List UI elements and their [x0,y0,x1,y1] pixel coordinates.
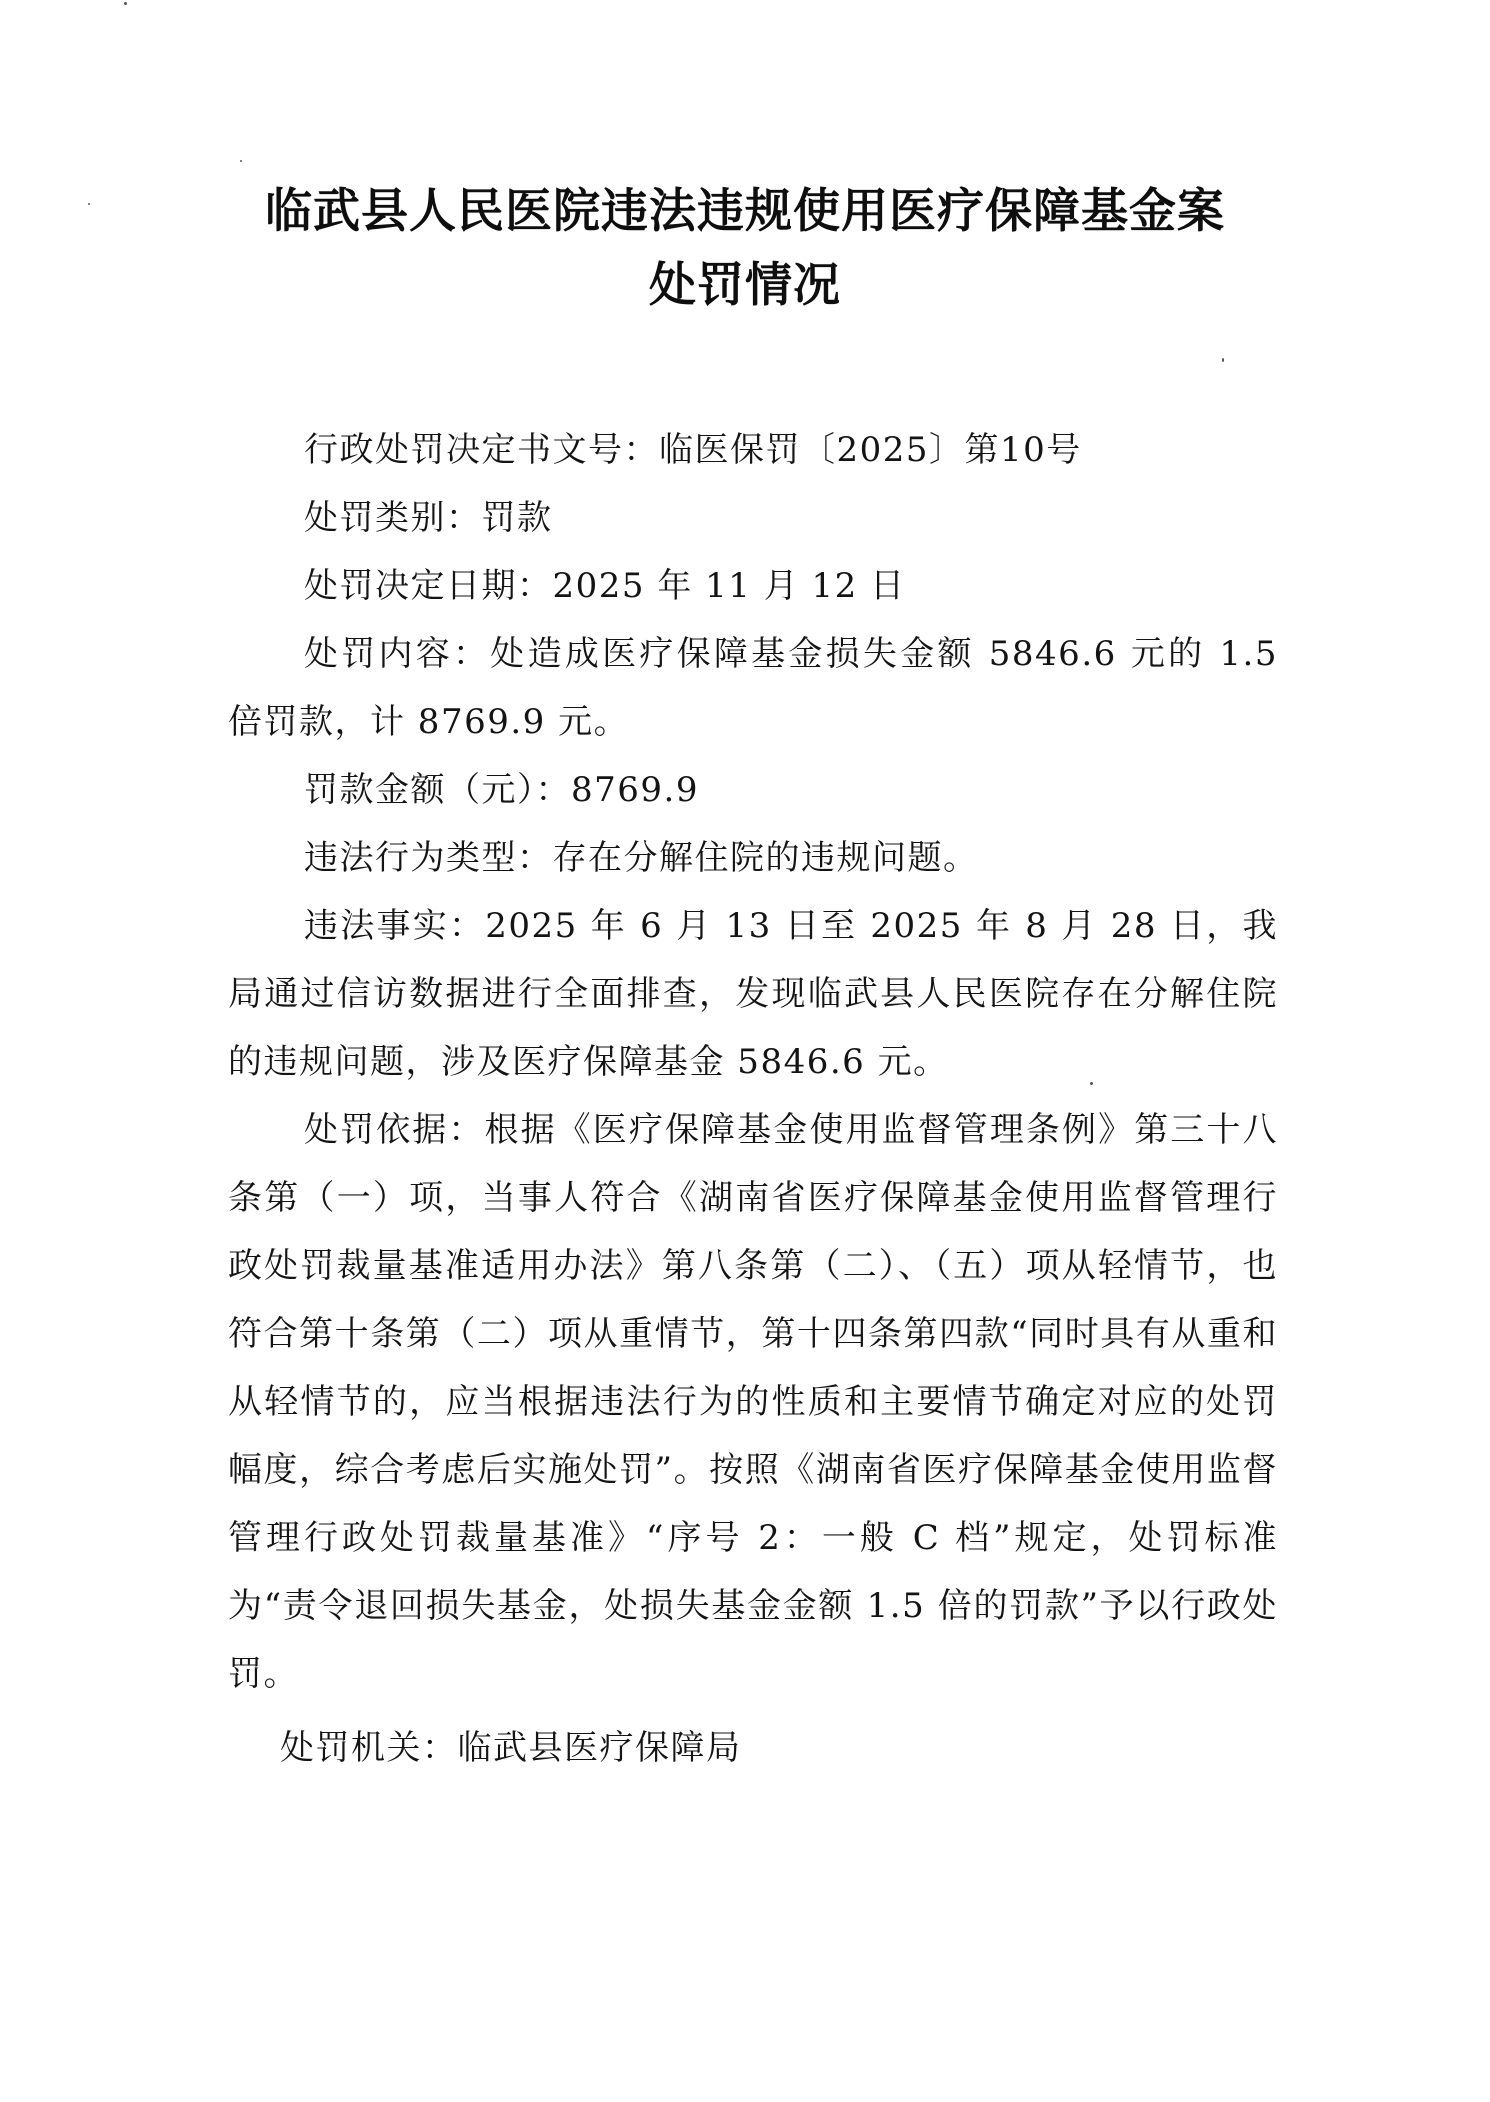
penalty-content: 处罚内容：处造成医疗保障基金损失金额 5846.6 元的 1.5 倍罚款，计 8769.9 元。 [228,634,1278,742]
violation-type: 违法行为类型：存在分解住院的违规问题。 [304,838,979,878]
penalty-basis: 处罚依据：根据《医疗保障基金使用监督管理条例》第三十八条第（一）项，当事人符合《湖南省医疗保障基金使用监督管理行政处罚裁量基准适用办法》第八条第（二）、（五）项从轻情节，也符合第十条第（二）项从重情节，第十四条第四款“同时具有从重和从轻情节的，应当根据违法行为的性质和主要情节确定对应的处罚幅度，综合考虑后实施处罚”。按照《湖南省医疗保障基金使用监督管理行政处罚裁量基准》“序号 2：一般 C 档”规定，处罚标准为“责令退回损失基金，处损失基金金额 1.5 倍的罚款”予以行政处罚。 [228,1110,1278,1694]
document-title-line-1: 临武县人民医院违法违规使用医疗保障基金案 [265,184,1225,239]
document-title-line-2: 处罚情况 [649,258,841,313]
fine-amount: 罚款金额（元）：8769.9 [304,770,699,810]
scan-speck [240,160,242,162]
penalty-authority: 处罚机关：临武县医疗保障局 [280,1728,742,1768]
document-body [228,416,1278,1782]
scan-speck [1222,358,1224,362]
penalty-category: 处罚类别：罚款 [304,498,553,538]
violation-facts: 违法事实：2025 年 6 月 13 日至 2025 年 8 月 28 日，我局通过信访数据进行全面排查，发现临武县人民医院存在分解住院的违规问题，涉及医疗保障基金 5846.6 元。 [228,906,1278,1082]
decision-date: 处罚决定日期：2025 年 11 月 12 日 [304,566,906,606]
scan-speck [124,2,127,5]
decision-number: 行政处罚决定书文号：临医保罚〔2025〕第10号 [304,430,1082,470]
